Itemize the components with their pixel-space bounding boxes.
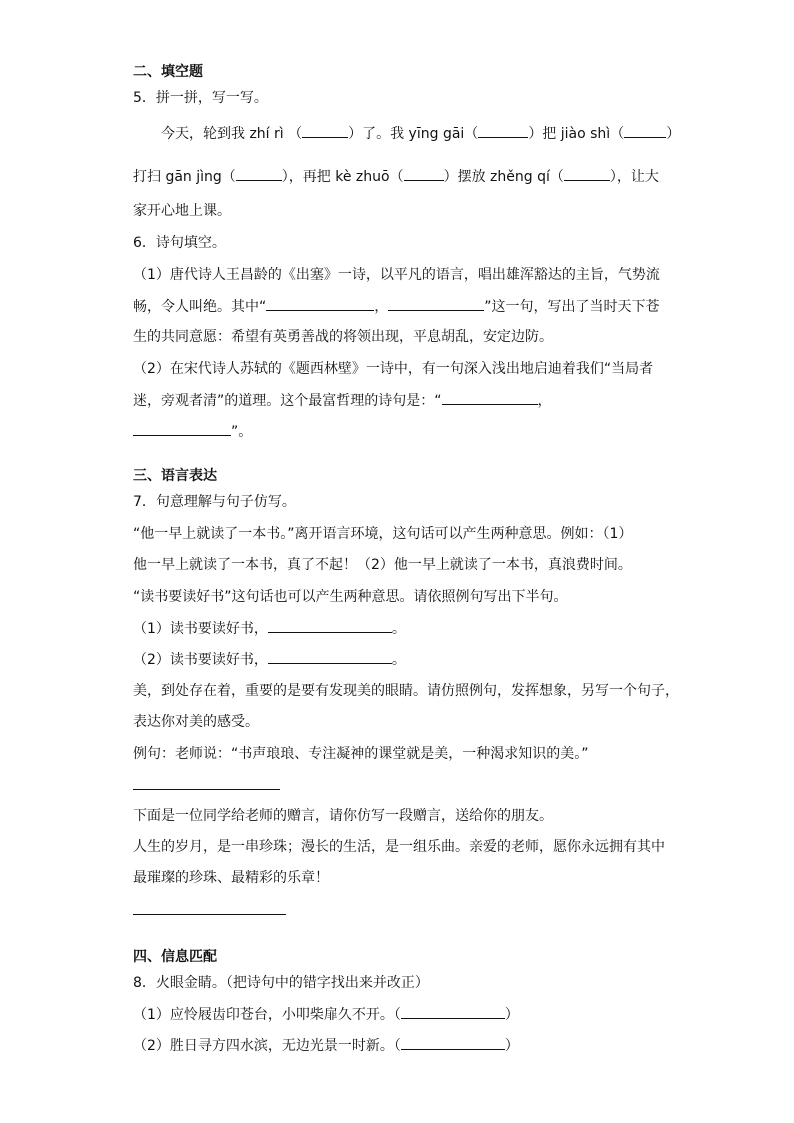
answer-blank[interactable] bbox=[401, 1035, 505, 1050]
q6-part2-line-1: （2）在宋代诗人苏轼的《题西林壁》一诗中，有一句深入浅出地启迪着我们“当局者 bbox=[133, 361, 654, 377]
answer-blank[interactable] bbox=[266, 296, 374, 311]
q7-line: 下面是一位同学给老师的赠言，请你仿写一段赠言，送给你的朋友。 bbox=[133, 808, 553, 824]
answer-blank[interactable] bbox=[268, 618, 392, 633]
section-heading: 二、填空题 bbox=[133, 64, 203, 80]
q7-line: “读书要读好书”这句话也可以产生两种意思。请依照例句写出下半句。 bbox=[133, 589, 568, 605]
q5-line-1: 今天，轮到我 zhí rì （ ）了。我 yīng gāi（ ）把 jiào shì（ ） bbox=[161, 123, 680, 144]
answer-line[interactable] bbox=[133, 789, 280, 790]
q7-line: 例句：老师说：“书声琅琅、专注凝神的课堂就是美，一种渴求知识的美。” bbox=[133, 746, 589, 762]
answer-blank[interactable] bbox=[478, 123, 528, 138]
answer-blank[interactable] bbox=[564, 166, 610, 181]
q7-line: 人生的岁月，是一串珍珠；漫长的生活，是一组乐曲。亲爱的老师，愿你永远拥有其中 bbox=[133, 839, 665, 855]
answer-blank[interactable] bbox=[268, 649, 392, 664]
answer-blank[interactable] bbox=[302, 123, 348, 138]
q6-part2-line-3: ”。 bbox=[133, 421, 252, 442]
question-title: 6．诗句填空。 bbox=[133, 235, 226, 251]
q6-part1-line-2: 畅，令人叫绝。其中“ ， ”这一句，写出了当时天下苍 bbox=[133, 296, 660, 317]
q7-line: “他一早上就读了一本书。”离开语言环境，这句话可以产生两种意思。例如：（1） bbox=[133, 526, 633, 542]
question-title: 8．火眼金睛。（把诗句中的错字找出来并改正） bbox=[133, 975, 429, 991]
answer-blank[interactable] bbox=[401, 1004, 505, 1019]
question-title: 5．拼一拼，写一写。 bbox=[133, 90, 268, 106]
section-heading: 四、信息匹配 bbox=[133, 949, 217, 965]
answer-line[interactable] bbox=[133, 914, 286, 915]
answer-blank[interactable] bbox=[133, 421, 231, 436]
answer-blank[interactable] bbox=[404, 166, 444, 181]
q7-item-1: （1）读书要读好书， 。 bbox=[133, 618, 406, 639]
q6-part1-line-3: 生的共同意愿：希望有英勇善战的将领出现，平息胡乱，安定边防。 bbox=[133, 329, 553, 345]
q7-line: 表达你对美的感受。 bbox=[133, 714, 259, 730]
answer-blank[interactable] bbox=[236, 166, 282, 181]
q5-line-2: 打扫 gān jìng（ ），再把 kè zhuō（ ）摆放 zhěng qí（ ），让大 bbox=[133, 166, 659, 187]
q7-line: 他一早上就读了一本书，真了不起！（2）他一早上就读了一本书，真浪费时间。 bbox=[133, 557, 632, 573]
answer-blank[interactable] bbox=[624, 123, 666, 138]
q6-part2-line-2: 迷，旁观者清”的道理。这个最富哲理的诗句是：“ ， bbox=[133, 390, 552, 411]
section-heading: 三、语言表达 bbox=[133, 468, 217, 484]
q8-item-2: （2）胜日寻方四水滨，无边光景一时新。（ ） bbox=[133, 1035, 519, 1056]
q7-item-2: （2）读书要读好书， 。 bbox=[133, 649, 406, 670]
q5-line-3: 家开心地上课。 bbox=[133, 203, 231, 219]
q7-line: 最璀璨的珍珠、最精彩的乐章！ bbox=[133, 870, 329, 886]
answer-blank[interactable] bbox=[388, 296, 484, 311]
answer-blank[interactable] bbox=[442, 390, 538, 405]
q7-line: 美，到处存在着，重要的是要有发现美的眼睛。请仿照例句，发挥想象，另写一个句子， bbox=[133, 683, 679, 699]
q8-item-1: （1）应怜屐齿印苍台，小叩柴扉久不开。（ ） bbox=[133, 1004, 519, 1025]
q6-part1-line-1: （1）唐代诗人王昌龄的《出塞》一诗，以平凡的语言，唱出雄浑豁达的主旨，气势流 bbox=[133, 267, 660, 283]
question-title: 7．句意理解与句子仿写。 bbox=[133, 494, 296, 510]
